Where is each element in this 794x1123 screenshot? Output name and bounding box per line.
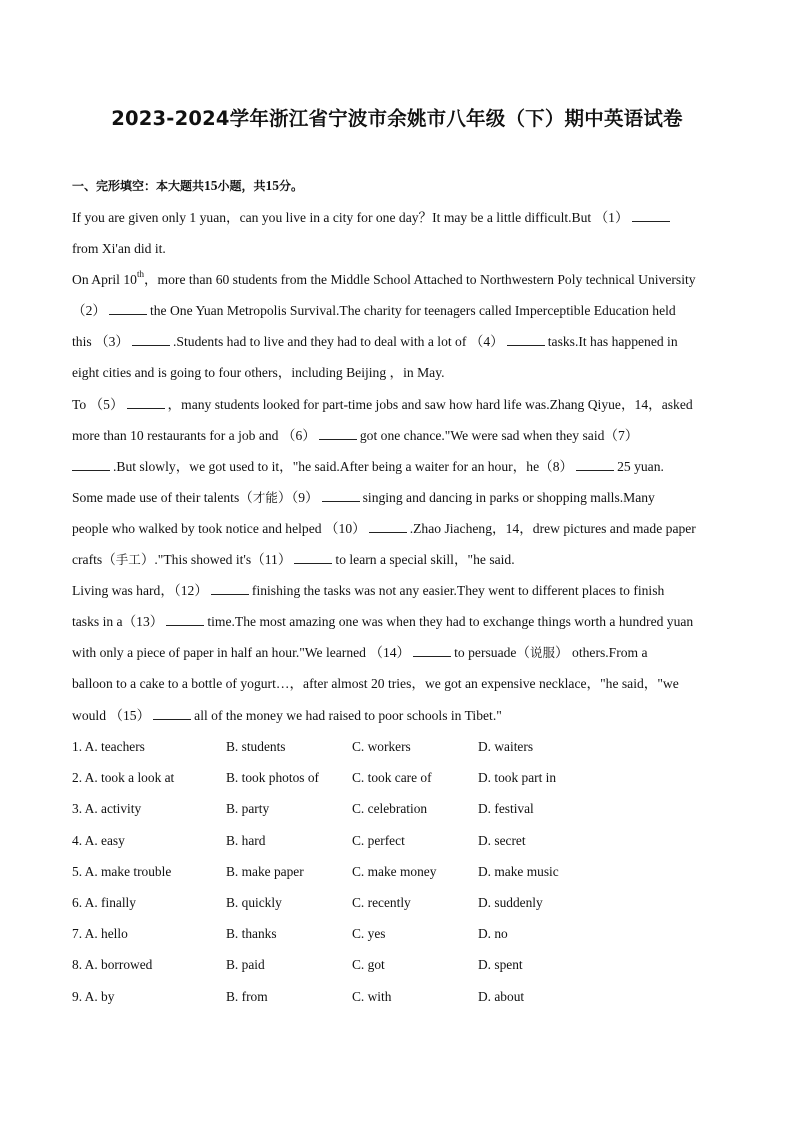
option-d: D. no bbox=[478, 926, 508, 942]
blank-10 bbox=[369, 520, 407, 533]
blank-15 bbox=[153, 707, 191, 720]
passage-text: people who walked by took notice and helped （10） bbox=[72, 520, 366, 536]
option-c: C. got bbox=[352, 957, 385, 973]
passage-line bbox=[72, 606, 732, 637]
passage-text: more than 10 restaurants for a job and （6） bbox=[72, 427, 316, 443]
option-d: D. festival bbox=[478, 801, 534, 817]
passage-text: .Students had to live and they had to deal with a lot of （4） bbox=[173, 334, 504, 350]
option-a: 3. A. activity bbox=[72, 801, 142, 817]
option-a: 2. A. took a look at bbox=[72, 770, 175, 786]
question-row bbox=[72, 793, 732, 824]
option-b: B. from bbox=[226, 988, 268, 1004]
question-row bbox=[72, 981, 732, 1012]
option-c: C. workers bbox=[352, 739, 411, 754]
passage-line bbox=[72, 264, 732, 295]
blank-9 bbox=[322, 489, 360, 502]
option-b: B. make paper bbox=[226, 863, 304, 879]
option-c: C. make money bbox=[352, 863, 437, 879]
answer-options bbox=[72, 731, 732, 1012]
passage-text: 手工 bbox=[115, 552, 141, 568]
blank-6 bbox=[319, 427, 357, 440]
passage-text: tasks.It has happened in bbox=[547, 334, 678, 350]
option-b: B. students bbox=[226, 739, 286, 754]
passage-line bbox=[72, 668, 732, 699]
option-a: 1. A. teachers bbox=[72, 739, 145, 754]
question-row bbox=[72, 825, 732, 856]
passage-line bbox=[72, 326, 732, 357]
passage-line bbox=[72, 482, 732, 513]
option-b: B. hard bbox=[226, 832, 266, 848]
option-d: D. took part in bbox=[478, 770, 557, 786]
option-d: D. secret bbox=[478, 832, 526, 848]
passage-text: Some made use of their talents（ bbox=[72, 489, 253, 505]
option-d: D. waiters bbox=[478, 739, 534, 754]
passage-line bbox=[72, 420, 732, 451]
passage-line bbox=[72, 700, 732, 731]
passage-text: crafts（ bbox=[72, 552, 116, 568]
passage-text: ）."This showed it's（11） bbox=[140, 552, 292, 568]
blank-4 bbox=[507, 333, 545, 346]
blank-5 bbox=[127, 396, 165, 409]
passage-text: got one chance."We were sad when they said（7） bbox=[359, 427, 639, 443]
question-row bbox=[72, 949, 732, 980]
option-b: B. paid bbox=[226, 957, 265, 973]
blank-13 bbox=[166, 613, 204, 626]
blank-3 bbox=[132, 333, 170, 346]
passage-text: finishing the tasks was not any easier.They went to different places to finish bbox=[251, 583, 665, 599]
blank-8 bbox=[576, 458, 614, 471]
passage-text: this （3） bbox=[72, 334, 130, 350]
option-a: 5. A. make trouble bbox=[72, 863, 172, 879]
option-b: B. thanks bbox=[226, 926, 277, 942]
passage-text: the One Yuan Metropolis Survival.The charity for teenagers called Imperceptible Education held bbox=[149, 303, 676, 319]
option-a: 6. A. finally bbox=[72, 894, 136, 910]
passage-text: ，more than 60 students from the Middle School Attached to Northwestern Poly technical University bbox=[143, 272, 696, 288]
passage-text: time.The most amazing one was when they had to exchange things worth a hundred yuan bbox=[207, 614, 694, 630]
passage-text: would （15） bbox=[72, 707, 151, 723]
passage-line bbox=[72, 202, 732, 233]
option-d: D. spent bbox=[478, 957, 523, 973]
passage-text: （2） bbox=[72, 303, 106, 319]
passage-line bbox=[72, 357, 732, 388]
section-mid: 小题，共 bbox=[217, 179, 266, 193]
passage-line bbox=[72, 389, 732, 420]
passage-line bbox=[72, 233, 732, 264]
passage-line bbox=[72, 637, 732, 668]
question-row bbox=[72, 762, 732, 793]
passage-line bbox=[72, 295, 732, 326]
option-a: 4. A. easy bbox=[72, 832, 125, 848]
passage-text: from Xi'an did it. bbox=[72, 241, 166, 257]
question-row bbox=[72, 918, 732, 949]
option-b: B. took photos of bbox=[226, 770, 319, 786]
blank-12 bbox=[211, 582, 249, 595]
passage-text: 25 yuan. bbox=[617, 458, 664, 474]
passage-text: to learn a special skill，"he said. bbox=[335, 552, 515, 568]
option-b: B. party bbox=[226, 801, 270, 817]
passage-text: balloon to a cake to a bottle of yogurt…，after almost 20 tries，we got an expensive necklace，"he said，"we bbox=[72, 676, 679, 692]
page-title: 2023-2024学年浙江省宁波市余姚市八年级（下）期中英语试卷 bbox=[111, 107, 683, 130]
passage-text: singing and dancing in parks or shopping malls.Many bbox=[362, 489, 655, 505]
option-d: D. about bbox=[478, 988, 525, 1004]
passage-text: eight cities and is going to four others，including Beijing ，in May. bbox=[72, 365, 445, 381]
question-row bbox=[72, 856, 732, 887]
passage-text: with only a piece of paper in half an hour."We learned （14） bbox=[72, 645, 411, 661]
section-prefix: 一、完形填空：本大题共 bbox=[72, 179, 205, 193]
blank-7 bbox=[72, 458, 110, 471]
passage-text: .But slowly，we got used to it，"he said.After being a waiter for an hour，he（8） bbox=[113, 458, 574, 474]
question-row bbox=[72, 887, 732, 918]
passage-line bbox=[72, 513, 732, 544]
blank-1 bbox=[632, 209, 670, 222]
option-c: C. celebration bbox=[352, 801, 428, 817]
section-suffix: 分。 bbox=[279, 179, 304, 193]
passage-text: .Zhao Jiacheng，14，drew pictures and made paper bbox=[409, 520, 696, 536]
section-points: 15 bbox=[265, 178, 280, 193]
passage-text: On April 10 bbox=[72, 272, 137, 288]
option-c: C. recently bbox=[352, 894, 411, 910]
option-a: 8. A. borrowed bbox=[72, 957, 153, 973]
passage-line bbox=[72, 544, 732, 575]
option-d: D. suddenly bbox=[478, 894, 543, 910]
option-a: 7. A. hello bbox=[72, 926, 128, 942]
section-count: 15 bbox=[204, 178, 218, 193]
passage-text: tasks in a（13） bbox=[72, 614, 164, 630]
option-b: B. quickly bbox=[226, 894, 282, 910]
passage-text: all of the money we had raised to poor schools in Tibet." bbox=[194, 707, 502, 723]
option-c: C. perfect bbox=[352, 832, 405, 848]
passage-text: ） others.From a bbox=[555, 645, 648, 661]
passage-line bbox=[72, 451, 732, 482]
question-row bbox=[72, 731, 732, 762]
passage-text: To （5） bbox=[72, 396, 124, 412]
option-c: C. with bbox=[352, 988, 392, 1004]
blank-2 bbox=[109, 302, 147, 315]
blank-14 bbox=[413, 644, 451, 657]
passage-text: to persuade（ bbox=[454, 645, 531, 661]
option-c: C. yes bbox=[352, 926, 386, 942]
superscript: th bbox=[136, 269, 144, 280]
passage-text: If you are given only 1 yuan，can you live in a city for one day？It may be a little difficult.But （1） bbox=[72, 210, 629, 225]
option-c: C. took care of bbox=[352, 770, 432, 786]
option-d: D. make music bbox=[478, 863, 559, 879]
cloze-passage bbox=[72, 202, 732, 731]
passage-text: 说服 bbox=[530, 645, 556, 661]
passage-text: Living was hard，（12） bbox=[72, 583, 208, 599]
section-heading bbox=[72, 177, 303, 194]
passage-line bbox=[72, 575, 732, 606]
passage-text: ，many students looked for part-time jobs and saw how hard life was.Zhang Qiyue，14，asked bbox=[167, 396, 693, 412]
passage-text: 才能 bbox=[252, 489, 278, 505]
passage-text: ）（9） bbox=[277, 489, 319, 505]
option-a: 9. A. by bbox=[72, 988, 115, 1004]
blank-11 bbox=[294, 551, 332, 564]
